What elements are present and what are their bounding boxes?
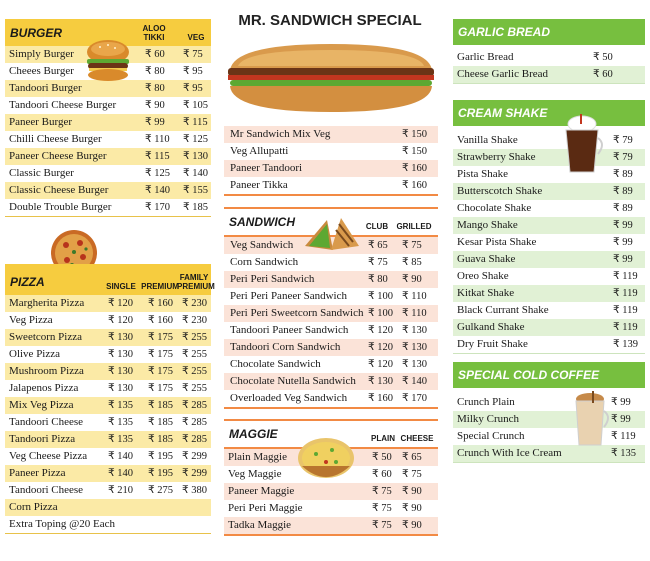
sandwich-special-list xyxy=(224,126,438,196)
pizza-col-single: SINGLE xyxy=(106,282,136,291)
menu-item-price: ₹ 130 xyxy=(402,325,428,336)
menu-item-name: Overloaded Veg Sandwich xyxy=(230,392,348,404)
menu-item-price: ₹ 255 xyxy=(182,366,208,377)
menu-item-price: ₹ 140 xyxy=(145,185,171,196)
menu-item-price: ₹ 120 xyxy=(368,359,394,370)
menu-item-name: Chilli Cheese Burger xyxy=(9,133,102,145)
menu-item-row xyxy=(5,97,211,114)
menu-item-price: ₹ 75 xyxy=(372,486,392,497)
menu-item-price: ₹ 140 xyxy=(108,451,134,462)
menu-item-price: ₹ 135 xyxy=(108,400,134,411)
menu-item-row xyxy=(453,268,645,285)
cream-shake-list xyxy=(453,126,645,354)
menu-item-price: ₹ 230 xyxy=(182,298,208,309)
cold-coffee-header xyxy=(453,362,645,388)
menu-item-row xyxy=(224,177,438,194)
menu-item-price: ₹ 140 xyxy=(183,168,209,179)
menu-item-price: ₹ 89 xyxy=(613,186,633,197)
menu-item-row xyxy=(5,363,211,380)
menu-item-name: Chocolate Sandwich xyxy=(230,358,321,370)
menu-item-price: ₹ 80 xyxy=(368,274,388,285)
menu-item-price: ₹ 80 xyxy=(145,83,165,94)
menu-item-price: ₹ 120 xyxy=(108,315,134,326)
maggie-col-cheese: CHEESE xyxy=(400,434,434,443)
menu-item-name: Corn Pizza xyxy=(9,501,58,513)
menu-item-name: Extra Toping @20 Each xyxy=(9,518,115,530)
menu-item-row xyxy=(5,516,211,533)
cold-coffee-image xyxy=(570,391,610,447)
menu-item-name: Guava Shake xyxy=(457,253,516,265)
menu-item-name: Olive Pizza xyxy=(9,348,61,360)
menu-item-price: ₹ 255 xyxy=(182,332,208,343)
menu-item-price: ₹ 75 xyxy=(183,49,203,60)
menu-item-price: ₹ 160 xyxy=(148,298,174,309)
menu-item-price: ₹ 79 xyxy=(613,135,633,146)
menu-item-price: ₹ 160 xyxy=(148,315,174,326)
menu-item-price: ₹ 130 xyxy=(108,383,134,394)
menu-item-row xyxy=(5,199,211,216)
menu-item-price: ₹ 130 xyxy=(108,366,134,377)
menu-item-name: Strawberry Shake xyxy=(457,151,536,163)
menu-item-name: Simply Burger xyxy=(9,48,74,60)
burger-col-veg: VEG xyxy=(187,33,205,42)
menu-item-name: Black Currant Shake xyxy=(457,304,549,316)
menu-item-price: ₹ 119 xyxy=(613,288,638,299)
menu-item-price: ₹ 90 xyxy=(402,274,422,285)
menu-item-name: Veg Cheese Pizza xyxy=(9,450,88,462)
menu-item-row xyxy=(453,132,645,149)
menu-item-row xyxy=(5,465,211,482)
menu-item-row xyxy=(5,312,211,329)
menu-item-price: ₹ 299 xyxy=(182,451,208,462)
menu-item-price: ₹ 170 xyxy=(402,393,428,404)
menu-item-price: ₹ 80 xyxy=(145,66,165,77)
garlic-bread-header xyxy=(453,19,645,45)
menu-item-name: Dry Fruit Shake xyxy=(457,338,528,350)
menu-item-price: ₹ 150 xyxy=(402,129,428,140)
menu-item-row xyxy=(5,148,211,165)
menu-item-price: ₹ 100 xyxy=(368,308,394,319)
menu-item-price: ₹ 125 xyxy=(183,134,209,145)
sandwich-col-club: CLUB xyxy=(365,222,389,231)
menu-item-row xyxy=(224,339,438,356)
menu-item-price: ₹ 100 xyxy=(368,291,394,302)
menu-item-price: ₹ 65 xyxy=(368,240,388,251)
menu-item-name: Veg Pizza xyxy=(9,314,53,326)
menu-item-price: ₹ 255 xyxy=(182,383,208,394)
chocolate-shake-image xyxy=(560,114,604,176)
menu-item-price: ₹ 210 xyxy=(108,485,134,496)
menu-item-row xyxy=(5,182,211,199)
menu-item-price: ₹ 195 xyxy=(148,451,174,462)
sandwich-title: SANDWICH xyxy=(229,215,295,229)
menu-item-row xyxy=(224,322,438,339)
menu-item-name: Cheees Burger xyxy=(9,65,74,77)
burger-image xyxy=(84,38,132,82)
menu-item-name: Kitkat Shake xyxy=(457,287,515,299)
menu-item-price: ₹ 195 xyxy=(148,468,174,479)
menu-item-price: ₹ 89 xyxy=(613,203,633,214)
menu-item-row xyxy=(5,165,211,182)
menu-item-price: ₹ 99 xyxy=(613,254,633,265)
menu-item-row xyxy=(224,160,438,177)
menu-item-price: ₹ 130 xyxy=(368,376,394,387)
menu-item-row xyxy=(453,200,645,217)
menu-item-price: ₹ 120 xyxy=(368,325,394,336)
menu-item-price: ₹ 380 xyxy=(182,485,208,496)
menu-item-price: ₹ 99 xyxy=(611,414,631,425)
menu-item-row xyxy=(5,80,211,97)
menu-item-row xyxy=(453,217,645,234)
menu-item-row xyxy=(224,356,438,373)
menu-item-name: Tandoori Cheese xyxy=(9,416,84,428)
menu-item-price: ₹ 60 xyxy=(372,469,392,480)
maggie-col-plain: PLAIN xyxy=(371,434,395,443)
menu-item-name: Crunch With Ice Cream xyxy=(457,447,562,459)
menu-item-row xyxy=(224,143,438,160)
menu-item-price: ₹ 135 xyxy=(108,434,134,445)
menu-item-name: Mango Shake xyxy=(457,219,518,231)
menu-item-name: Paneer Maggie xyxy=(228,485,295,497)
menu-item-price: ₹ 75 xyxy=(402,469,422,480)
menu-item-name: Paneer Burger xyxy=(9,116,73,128)
menu-item-price: ₹ 90 xyxy=(402,486,422,497)
menu-item-price: ₹ 255 xyxy=(182,349,208,360)
menu-item-name: Jalapenos Pizza xyxy=(9,382,79,394)
menu-item-row xyxy=(224,500,438,517)
menu-item-name: Tandoori Corn Sandwich xyxy=(230,341,341,353)
menu-item-row xyxy=(453,394,645,411)
menu-item-price: ₹ 79 xyxy=(613,152,633,163)
menu-item-name: Gulkand Shake xyxy=(457,321,525,333)
menu-item-row xyxy=(453,319,645,336)
menu-item-price: ₹ 299 xyxy=(182,468,208,479)
garlic-bread-title: GARLIC BREAD xyxy=(458,25,550,39)
menu-item-price: ₹ 175 xyxy=(148,332,174,343)
menu-item-price: ₹ 119 xyxy=(611,431,636,442)
menu-item-price: ₹ 150 xyxy=(402,146,428,157)
menu-item-price: ₹ 75 xyxy=(372,520,392,531)
menu-item-row xyxy=(453,66,645,83)
menu-item-name: Double Trouble Burger xyxy=(9,201,112,213)
menu-item-row xyxy=(453,234,645,251)
menu-item-row xyxy=(224,254,438,271)
menu-item-price: ₹ 75 xyxy=(372,503,392,514)
menu-item-name: Veg Sandwich xyxy=(230,239,294,251)
menu-item-price: ₹ 90 xyxy=(402,503,422,514)
menu-item-price: ₹ 175 xyxy=(148,349,174,360)
pizza-col-premium: PREMIUM xyxy=(141,282,179,291)
menu-item-name: Peri Peri Sandwich xyxy=(230,273,315,285)
maggie-title: MAGGIE xyxy=(229,427,278,441)
menu-item-name: Peri Peri Paneer Sandwich xyxy=(230,290,347,302)
menu-item-name: Crunch Plain xyxy=(457,396,515,408)
menu-item-price: ₹ 119 xyxy=(613,271,638,282)
grilled-sandwich-image xyxy=(303,216,361,254)
menu-item-price: ₹ 185 xyxy=(148,417,174,428)
menu-item-price: ₹ 110 xyxy=(145,134,170,145)
menu-item-price: ₹ 110 xyxy=(402,308,427,319)
menu-item-name: Butterscotch Shake xyxy=(457,185,543,197)
sandwich-list xyxy=(224,237,438,409)
menu-item-name: Pista Shake xyxy=(457,168,509,180)
cream-shake-section xyxy=(453,100,645,354)
menu-item-price: ₹ 115 xyxy=(183,117,208,128)
menu-item-price: ₹ 135 xyxy=(611,448,637,459)
maggie-bowl-image xyxy=(296,436,356,484)
menu-item-price: ₹ 110 xyxy=(402,291,427,302)
pizza-col-family: FAMILY PREMIUM xyxy=(177,273,215,291)
menu-item-price: ₹ 119 xyxy=(613,322,638,333)
menu-item-name: Sweetcorn Pizza xyxy=(9,331,82,343)
menu-item-price: ₹ 65 xyxy=(402,452,422,463)
menu-item-price: ₹ 125 xyxy=(145,168,171,179)
menu-item-price: ₹ 105 xyxy=(183,100,209,111)
menu-item-name: Tandoori Cheese xyxy=(9,484,84,496)
menu-item-row xyxy=(5,329,211,346)
menu-item-name: Tadka Maggie xyxy=(228,519,292,531)
sandwich-col-grilled: GRILLED xyxy=(396,222,432,231)
menu-item-price: ₹ 120 xyxy=(368,342,394,353)
menu-item-price: ₹ 95 xyxy=(183,83,203,94)
menu-item-row xyxy=(224,288,438,305)
menu-item-row xyxy=(5,482,211,499)
menu-item-price: ₹ 130 xyxy=(108,332,134,343)
menu-item-name: Kesar Pista Shake xyxy=(457,236,537,248)
menu-item-name: Tandoori Paneer Sandwich xyxy=(230,324,349,336)
menu-item-price: ₹ 119 xyxy=(613,305,638,316)
cold-coffee-list xyxy=(453,388,645,463)
sandwich-special-title: MR. SANDWICH SPECIAL xyxy=(238,12,422,29)
menu-item-price: ₹ 160 xyxy=(368,393,394,404)
menu-item-name: Chocolate Nutella Sandwich xyxy=(230,375,356,387)
menu-item-price: ₹ 160 xyxy=(402,180,428,191)
menu-item-name: Paneer Tikka xyxy=(230,179,288,191)
menu-item-price: ₹ 130 xyxy=(183,151,209,162)
garlic-bread-list xyxy=(453,45,645,84)
menu-item-row xyxy=(224,390,438,407)
menu-item-row xyxy=(224,126,438,143)
menu-item-row xyxy=(453,411,645,428)
menu-item-name: Tandoori Pizza xyxy=(9,433,76,445)
menu-item-price: ₹ 160 xyxy=(402,163,428,174)
menu-item-row xyxy=(453,149,645,166)
menu-item-price: ₹ 115 xyxy=(145,151,170,162)
menu-item-row xyxy=(453,336,645,353)
menu-item-row xyxy=(5,499,211,516)
menu-item-row xyxy=(5,114,211,131)
menu-item-price: ₹ 130 xyxy=(402,342,428,353)
menu-item-row xyxy=(5,414,211,431)
menu-item-row xyxy=(5,295,211,312)
menu-item-row xyxy=(5,131,211,148)
cream-shake-title: CREAM SHAKE xyxy=(458,106,548,120)
menu-item-price: ₹ 170 xyxy=(145,202,171,213)
menu-item-name: Tandoori Burger xyxy=(9,82,82,94)
menu-item-row xyxy=(224,271,438,288)
menu-item-price: ₹ 135 xyxy=(108,417,134,428)
menu-item-price: ₹ 120 xyxy=(108,298,134,309)
menu-item-row xyxy=(453,49,645,66)
menu-item-price: ₹ 99 xyxy=(611,397,631,408)
menu-item-row xyxy=(224,305,438,322)
menu-item-price: ₹ 230 xyxy=(182,315,208,326)
menu-item-price: ₹ 99 xyxy=(145,117,165,128)
menu-item-row xyxy=(224,517,438,534)
menu-item-price: ₹ 99 xyxy=(613,237,633,248)
menu-item-name: Corn Sandwich xyxy=(230,256,299,268)
menu-item-name: Garlic Bread xyxy=(457,51,514,63)
menu-item-row xyxy=(453,302,645,319)
menu-item-price: ₹ 275 xyxy=(148,485,174,496)
menu-item-row xyxy=(453,285,645,302)
menu-item-name: Special Crunch xyxy=(457,430,525,442)
menu-item-price: ₹ 185 xyxy=(148,434,174,445)
menu-item-price: ₹ 95 xyxy=(183,66,203,77)
menu-item-row xyxy=(5,448,211,465)
menu-item-row xyxy=(453,166,645,183)
menu-item-price: ₹ 130 xyxy=(402,359,428,370)
burger-title: BURGER xyxy=(10,26,63,40)
menu-item-price: ₹ 155 xyxy=(183,185,209,196)
menu-item-row xyxy=(224,483,438,500)
menu-item-price: ₹ 75 xyxy=(402,240,422,251)
menu-item-price: ₹ 185 xyxy=(183,202,209,213)
menu-item-name: Vanilla Shake xyxy=(457,134,518,146)
pizza-title: PIZZA xyxy=(10,275,45,289)
sub-sandwich-image xyxy=(224,40,438,116)
pizza-header xyxy=(5,264,215,295)
menu-item-name: Chocolate Shake xyxy=(457,202,532,214)
menu-item-price: ₹ 140 xyxy=(108,468,134,479)
menu-item-row xyxy=(453,183,645,200)
menu-item-price: ₹ 130 xyxy=(108,349,134,360)
menu-item-price: ₹ 285 xyxy=(182,434,208,445)
menu-item-price: ₹ 60 xyxy=(593,69,613,80)
menu-item-name: Classic Burger xyxy=(9,167,74,179)
menu-item-price: ₹ 99 xyxy=(613,220,633,231)
menu-item-name: Peri Peri Maggie xyxy=(228,502,303,514)
menu-item-price: ₹ 50 xyxy=(372,452,392,463)
menu-item-name: Veg Maggie xyxy=(228,468,282,480)
menu-item-row xyxy=(5,380,211,397)
burger-col-aloo: ALOO TIKKI xyxy=(142,24,166,42)
pizza-list xyxy=(5,295,211,534)
menu-item-price: ₹ 185 xyxy=(148,400,174,411)
menu-item-price: ₹ 90 xyxy=(402,520,422,531)
menu-item-row xyxy=(224,373,438,390)
menu-item-row xyxy=(5,397,211,414)
menu-item-name: Plain Maggie xyxy=(228,451,287,463)
menu-item-price: ₹ 285 xyxy=(182,400,208,411)
menu-item-row xyxy=(5,431,211,448)
menu-item-name: Paneer Tandoori xyxy=(230,162,303,174)
menu-item-price: ₹ 85 xyxy=(402,257,422,268)
menu-item-name: Tandoori Cheese Burger xyxy=(9,99,117,111)
menu-item-price: ₹ 139 xyxy=(613,339,639,350)
menu-item-row xyxy=(453,428,645,445)
cream-shake-header xyxy=(453,100,645,126)
menu-item-row xyxy=(5,346,211,363)
menu-item-name: Paneer Cheese Burger xyxy=(9,150,107,162)
garlic-bread-section xyxy=(453,19,645,84)
pizza-section xyxy=(5,264,215,534)
menu-item-price: ₹ 90 xyxy=(145,100,165,111)
cold-coffee-section xyxy=(453,362,645,463)
menu-item-name: Peri Peri Sweetcorn Sandwich xyxy=(230,307,364,319)
menu-item-row xyxy=(453,251,645,268)
menu-item-name: Margherita Pizza xyxy=(9,297,85,309)
menu-item-name: Mr Sandwich Mix Veg xyxy=(230,128,331,140)
menu-item-name: Paneer Pizza xyxy=(9,467,66,479)
menu-item-name: Oreo Shake xyxy=(457,270,509,282)
sandwich-special-section xyxy=(224,126,438,196)
menu-item-row xyxy=(453,445,645,462)
menu-item-name: Milky Crunch xyxy=(457,413,520,425)
menu-item-name: Cheese Garlic Bread xyxy=(457,68,549,80)
menu-item-name: Veg Allupatti xyxy=(230,145,289,157)
menu-item-name: Classic Cheese Burger xyxy=(9,184,109,196)
menu-item-name: Mushroom Pizza xyxy=(9,365,84,377)
menu-item-price: ₹ 60 xyxy=(145,49,165,60)
menu-item-price: ₹ 175 xyxy=(148,366,174,377)
menu-item-price: ₹ 140 xyxy=(402,376,428,387)
menu-item-name: Mix Veg Pizza xyxy=(9,399,74,411)
menu-item-price: ₹ 75 xyxy=(368,257,388,268)
menu-item-price: ₹ 285 xyxy=(182,417,208,428)
menu-item-price: ₹ 175 xyxy=(148,383,174,394)
menu-item-price: ₹ 89 xyxy=(613,169,633,180)
cold-coffee-title: SPECIAL COLD COFFEE xyxy=(458,368,600,382)
menu-item-price: ₹ 50 xyxy=(593,52,613,63)
